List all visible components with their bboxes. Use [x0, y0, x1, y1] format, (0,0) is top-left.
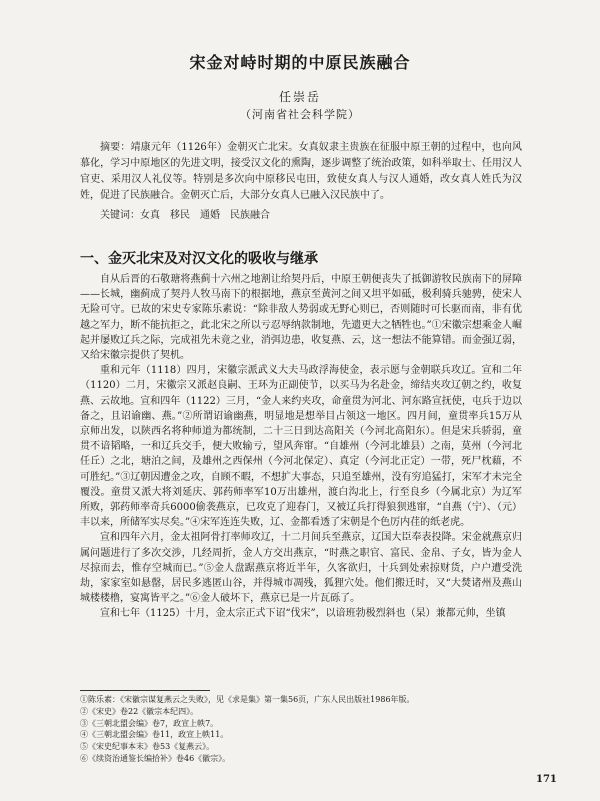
- body-paragraph: 重和元年（1118）四月，宋徽宗派武义大夫马政浮海使金，表示愿与金朝联兵攻辽。宣和二年（1120）二月，宋徽宗又派赵良嗣、王环为正副使节，以买马为名赴金，缔结夹攻辽朝之约，收复燕、云故地。宣和四年（1122）三月，“金人来约夹攻，命童贯为河北、河东路宣抚使，屯兵于边以备之，且诏谕幽、燕。”②所谓诏谕幽燕，明显地是想举目占领这一地区。四月间，童贯率兵15万从京师出发，以陕西名将种师道为都统制，二十三日到达高阳关（今河北高阳东）。但是宋兵骄弱，童贯不谙韬略，一和辽兵交手，便大败输亏，望风奔窜。“自雄州（今河北雄县）之南，莫州（今河北任丘）之北，塘泊之间，及雄州之西保州（今河北保定）、真定（今河北正定）一带，死尸枕藉，不可胜纪。”③辽朝因遭金之攻，自顾不暇，不想扩大事态，只追至雄州，没有穷追猛打，宋军才未完全覆没。童贯又派大将刘延庆、郭药师率军10万出雄州，渡白沟北上，行至良乡（今属北京）为辽军所败，郭药师率奇兵6000偷袭燕京，已攻克了迎春门，又被辽兵打得狼狈逃窜，“自燕（宁）、（元）丰以来，所储军实尽矣。”④宋军连连失败，辽、金都看透了宋朝是个色厉内荏的纸老虎。: [80, 365, 522, 529]
- abstract: 摘要：靖康元年（1126年）金朝灭亡北宋。女真奴隶主贵族在征服中原王朝的过程中，也向风慕化，学习中原地区的先进文明，接受汉文化的熏陶，逐步调整了统治政策，如科举取士、任用汉人官吏、采用汉人礼仪等。特别是多次向中原移民屯田，致使女真人与汉人通婚，改女真人姓氏为汉姓，促进了民族融合。金朝灭亡后，大部分女真人已融入汉民族中了。: [80, 142, 522, 201]
- footnote: ⑥《续资治通鉴长编拾补》卷46《徽宗》。: [80, 753, 231, 763]
- body-paragraph: 自从后晋的石敬瑭将燕蓟十六州之地割让给契丹后，中原王朝便丧失了抵御游牧民族南下的屏障——长城，幽蓟成了契丹人牧马南下的根据地，燕京至黄河之间又坦平如砥，极利骑兵驰骋，使宋人无险可守。已故的宋史专家陈乐素说：“除非敌人势弱或无野心则已，否则随时可长驱而南，非有优越之军力，断不能抗拒之，此北宋之所以亏忍辱纳款制地，先遗更大之牺牲也。”①宋徽宗想乘金人崛起并屡败辽兵之际，完成祖先未竟之业，消弭边患，收复燕、云，这一想法不能算错。而金强辽弱，又给宋徽宗提供了契机。: [80, 274, 522, 362]
- author-name: 任崇岳: [278, 90, 321, 104]
- page-number: 171: [536, 774, 557, 785]
- footnote: ④《三朝北盟会编》卷11，政宣上帙11。: [80, 730, 229, 740]
- body-paragraph: 宣和七年（1125）十月，金太宗正式下诏“伐宋”，以谙班勃极烈斜也（杲）兼都元帅，坐镇: [100, 608, 506, 620]
- footnote: ②《宋史》卷22《徽宗本纪四》。: [80, 706, 199, 716]
- footnotes: [80, 694, 522, 765]
- footnote: ⑤《宋史纪事本末》卷53《复燕云》。: [80, 742, 215, 752]
- author-affiliation: （河南省社会科学院）: [240, 108, 360, 121]
- article-title: 宋金对峙时期的中原民族融合: [189, 53, 411, 72]
- body-paragraph: 宣和四年六月，金太祖阿骨打率师攻辽，十二月间兵至燕京，辽国大臣奉表投降。宋金就燕京归属问题进行了多次交涉，几经周折，金人方交出燕京，“时燕之职官、富民、金帛、子女，皆为金人尽掠而去，惟存空城而已。”⑤金人盘踞燕京将近半年，久客欲归，十兵到处索掠财货，户户遭受洗劫，家家室如悬罄，居民多逃匿山谷，并得城市凋残，狐狸穴处。他们搬迁时，又“大焚诸州及燕山城楼楼橹，宴寓皆平之。”⑥金人破坏下，燕京已是一片瓦砾了。: [80, 532, 522, 605]
- footnote: ③《三朝北盟会编》卷7，政宣上帙7。: [80, 718, 219, 728]
- keywords: 关键词：女真 移民 通婚 民族融合: [100, 210, 270, 221]
- footnote-divider: [80, 690, 210, 691]
- article-body: [80, 272, 522, 622]
- section-heading: 一、金灭北宋及对汉文化的吸收与继承: [80, 251, 318, 267]
- footnote: ①陈乐素：《宋徽宗谋复燕云之失败》，见《求是集》第一集56页，广东人民出版社1986年版。: [80, 695, 415, 704]
